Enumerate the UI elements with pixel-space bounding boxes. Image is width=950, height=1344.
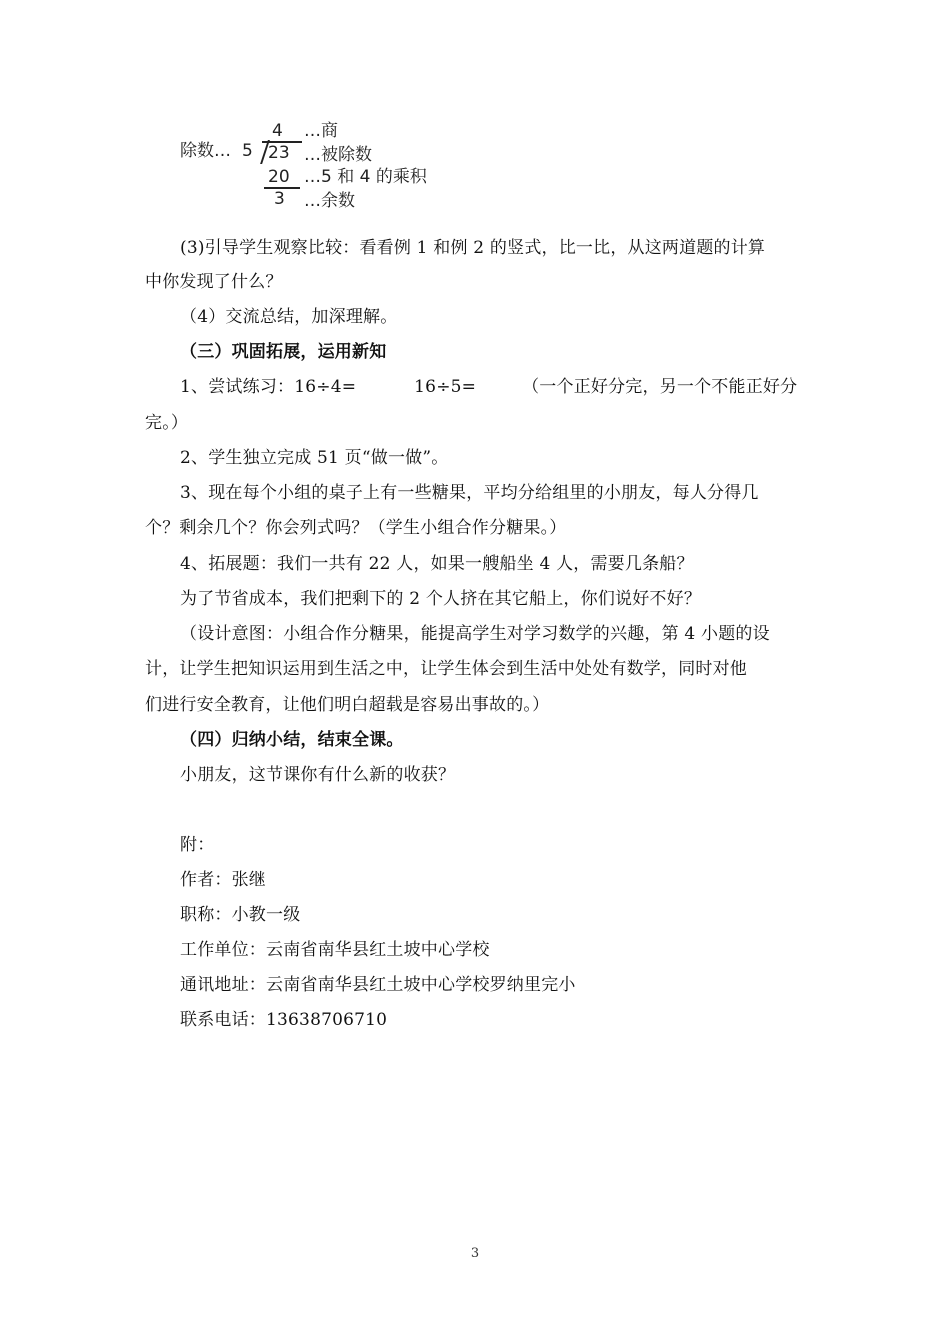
exercise3-line2: 个？剩余几个？你会列式吗？（学生小组合作分糖果。） — [145, 518, 567, 538]
exercise1-note: （一个正好分完，另一个不能正好分 — [522, 377, 798, 397]
design-intent-line2: 计，让学生把知识运用到生活之中，让学生体会到生活中处处有数学，同时对他 — [145, 659, 747, 679]
design-intent-line1: （设计意图：小组合作分糖果，能提高学生对学习数学的兴趣，第 4 小题的设 — [180, 624, 770, 644]
step3-line2: 中你发现了什么？ — [145, 272, 283, 292]
page-number: 3 — [470, 1246, 480, 1261]
dividend-label: …被除数 — [304, 145, 372, 165]
exercise1-note-cont: 完。） — [145, 413, 189, 433]
divisor-label: 除数… — [180, 141, 231, 161]
workplace-line: 工作单位：云南省南华县红土坡中心学校 — [180, 940, 490, 960]
design-intent-line3: 们进行安全教育，让他们明白超载是容易出事故的。） — [145, 695, 550, 715]
exercise4-line: 4、拓展题：我们一共有 22 人，如果一艘船坐 4 人，需要几条船？ — [180, 554, 694, 574]
phone-line: 联系电话：13638706710 — [180, 1010, 388, 1030]
author-line: 作者：张继 — [180, 870, 266, 890]
exercise1-line — [180, 376, 850, 398]
address-line: 通讯地址：云南省南华县红土坡中心学校罗纳里完小 — [180, 975, 576, 995]
step3-line1: (3)引导学生观察比较：看看例 1 和例 2 的竖式，比一比，从这两道题的计算 — [180, 238, 766, 258]
exercise1-part2: 16÷5= — [414, 377, 477, 397]
exercise1-part1: 1、尝试练习：16÷4= — [180, 377, 357, 397]
section4-heading: （四）归纳小结，结束全课。 — [180, 730, 404, 750]
product-label: …5 和 4 的乘积 — [304, 167, 427, 187]
appendix-label: 附： — [180, 835, 215, 855]
section3-heading: （三）巩固拓展，运用新知 — [180, 342, 387, 362]
division-bracket — [250, 140, 270, 164]
dividend: 23 — [268, 143, 290, 163]
long-division-diagram — [180, 120, 440, 215]
title-line: 职称：小教一级 — [180, 905, 301, 925]
divisor: 5 — [242, 141, 253, 161]
remainder: 3 — [274, 189, 285, 209]
quotient-label: …商 — [304, 121, 338, 141]
summary-question: 小朋友，这节课你有什么新的收获？ — [180, 765, 456, 785]
exercise2-line: 2、学生独立完成 51 页“做一做”。 — [180, 448, 449, 468]
product: 20 — [268, 167, 290, 187]
exercise4-followup: 为了节省成本，我们把剩下的 2 个人挤在其它船上，你们说好不好？ — [180, 589, 702, 609]
exercise3-line1: 3、现在每个小组的桌子上有一些糖果，平均分给组里的小朋友，每人分得几 — [180, 483, 759, 503]
quotient: 4 — [272, 121, 283, 141]
remainder-label: …余数 — [304, 191, 355, 211]
step4-line: （4）交流总结，加深理解。 — [180, 307, 398, 327]
